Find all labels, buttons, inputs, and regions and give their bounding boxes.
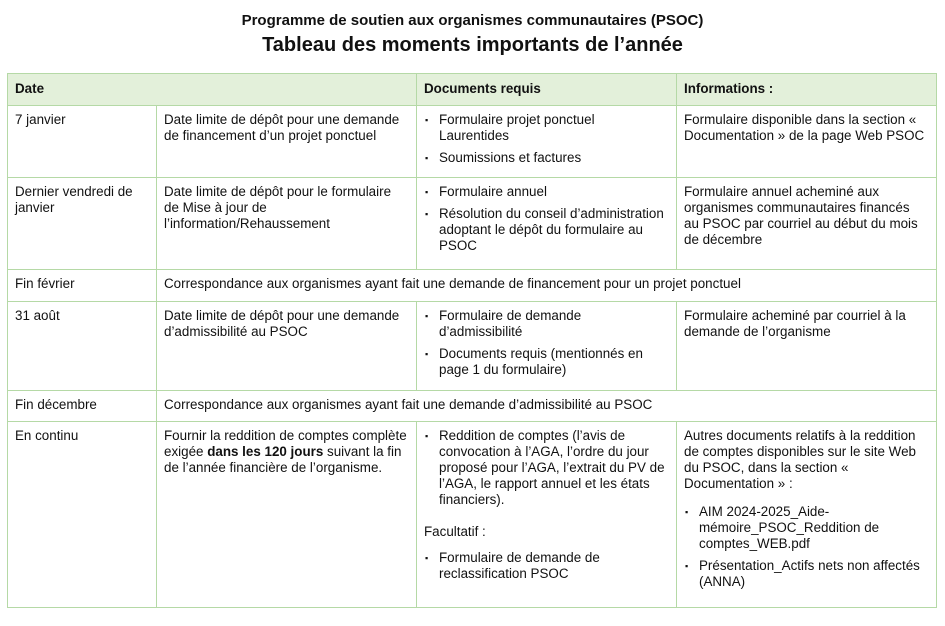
list-item: ▪ Formulaire annuel <box>425 184 547 199</box>
row-description: Fournir la reddition de comptes complète exigée dans les 120 jours suivant la fin de l’année financière de l’organisme. <box>157 422 417 608</box>
list-item: ▪ AIM 2024-2025_Aide-mémoire_PSOC_Reddition de comptes_WEB.pdf <box>685 504 880 551</box>
bullet-icon: ▪ <box>425 153 429 163</box>
info-text: Autres documents relatifs à la reddition de comptes disponibles sur le site Web du PSOC, dans la section « Documentation » : <box>684 428 916 491</box>
schedule-table <box>7 73 937 608</box>
row-documents <box>417 302 677 391</box>
bullet-icon: ▪ <box>425 431 429 441</box>
row-description: Date limite de dépôt pour le formulaire de Mise à jour de l’information/Rehaussement <box>157 178 417 270</box>
row-date: 7 janvier <box>8 106 157 178</box>
document-subtitle: Programme de soutien aux organismes communautaires (PSOC) <box>241 12 704 29</box>
bullet-icon: ▪ <box>425 553 429 563</box>
header-documents: Documents requis <box>417 74 677 106</box>
list-item: ▪ Formulaire de demande d’admissibilité <box>425 308 582 339</box>
list-item: ▪ Documents requis (mentionnés en page 1 du formulaire) <box>425 346 643 377</box>
table-row <box>8 391 937 422</box>
row-date: Dernier vendredi de janvier <box>8 178 157 270</box>
bullet-icon: ▪ <box>425 209 429 219</box>
optional-label: Facultatif : <box>424 524 486 539</box>
table-row <box>8 422 937 608</box>
list-item: ▪ Reddition de comptes (l’avis de convocation à l’AGA, l’ordre du jour proposé pour l’AGA, l’extrait du PV de l’AGA, le rapport annuel et les états financiers). <box>425 428 665 507</box>
row-correspondence: Correspondance aux organismes ayant fait une demande d’admissibilité au PSOC <box>157 391 937 422</box>
document-title: Tableau des moments importants de l’année <box>262 34 683 56</box>
bullet-icon: ▪ <box>425 187 429 197</box>
row-description: Date limite de dépôt pour une demande d’admissibilité au PSOC <box>157 302 417 391</box>
row-date: Fin février <box>8 270 157 302</box>
list-item: ▪ Soumissions et factures <box>425 150 582 165</box>
table-header-row <box>8 74 937 106</box>
table-row <box>8 106 937 178</box>
row-documents <box>417 178 677 270</box>
row-description: Date limite de dépôt pour une demande de financement d’un projet ponctuel <box>157 106 417 178</box>
table-row <box>8 178 937 270</box>
list-item: ▪ Formulaire de demande de reclassification PSOC <box>425 550 600 581</box>
row-date: 31 août <box>8 302 157 391</box>
deadline-emphasis: dans les 120 jours <box>207 444 324 459</box>
list-item: ▪ Résolution du conseil d’administration adoptant le dépôt du formulaire au PSOC <box>425 206 664 253</box>
row-documents <box>417 422 677 608</box>
row-date: En continu <box>8 422 157 608</box>
list-item: ▪ Formulaire projet ponctuel Laurentides <box>425 112 595 143</box>
row-info <box>677 422 937 608</box>
header-informations: Informations : <box>677 74 937 106</box>
table-row <box>8 302 937 391</box>
table-row <box>8 270 937 302</box>
header-date: Date <box>8 74 417 106</box>
row-correspondence: Correspondance aux organismes ayant fait une demande de financement pour un projet ponctuel <box>157 270 937 302</box>
row-info: Formulaire annuel acheminé aux organismes communautaires financés au PSOC par courriel au début du mois de décembre <box>677 178 937 270</box>
row-info: Formulaire acheminé par courriel à la demande de l’organisme <box>677 302 937 391</box>
bullet-icon: ▪ <box>685 507 689 517</box>
bullet-icon: ▪ <box>425 115 429 125</box>
bullet-icon: ▪ <box>685 561 689 571</box>
bullet-icon: ▪ <box>425 349 429 359</box>
row-documents <box>417 106 677 178</box>
bullet-icon: ▪ <box>425 311 429 321</box>
row-date: Fin décembre <box>8 391 157 422</box>
list-item: ▪ Présentation_Actifs nets non affectés (ANNA) <box>685 558 920 589</box>
row-info: Formulaire disponible dans la section « Documentation » de la page Web PSOC <box>677 106 937 178</box>
